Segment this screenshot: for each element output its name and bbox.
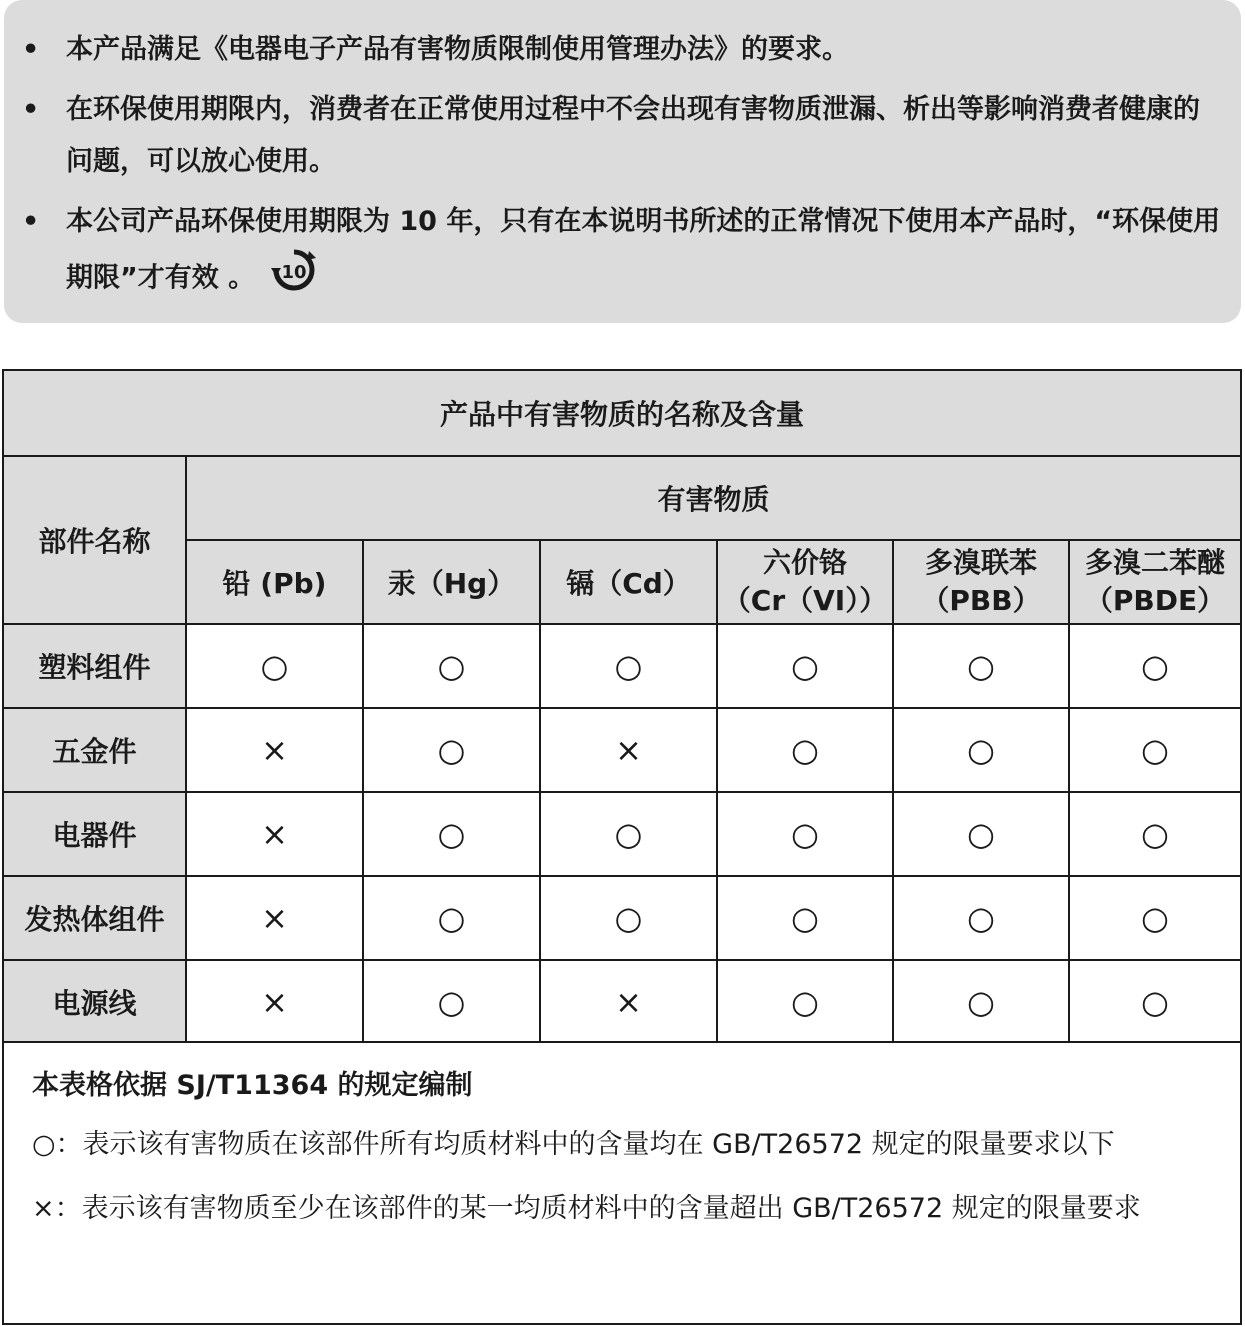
note-item [18, 24, 1221, 76]
table-cell: ○ [892, 623, 1068, 707]
table-cell: ○ [892, 959, 1068, 1043]
table-cell: ○ [892, 707, 1068, 791]
table-cell: × [539, 959, 716, 1043]
hazardous-substances-table [2, 369, 1242, 1325]
table-cell: ○ [539, 623, 716, 707]
table-cell: ○ [892, 875, 1068, 959]
table-cell: ○ [362, 791, 539, 875]
table-cell: ○ [362, 959, 539, 1043]
table-cell: ○ [716, 623, 892, 707]
bullet: • [22, 94, 40, 125]
table-cell: ○ [539, 791, 716, 875]
table-cell: ○ [362, 707, 539, 791]
table-cell: ○ [362, 875, 539, 959]
table-cell: × [539, 707, 716, 791]
table-cell: ○ [1068, 875, 1240, 959]
col-header-cr6: 六价铬 （Cr（VI）） [716, 539, 892, 623]
col-header-pbde: 多溴二苯醚 （PBDE） [1068, 539, 1240, 623]
table-cell: ○ [892, 791, 1068, 875]
table-cell: ○ [716, 707, 892, 791]
eco-icon-label: 10 [281, 262, 307, 283]
substance-group-header: 有害物质 [185, 455, 1240, 539]
table-title: 产品中有害物质的名称及含量 [4, 371, 1240, 455]
notes-panel [4, 0, 1241, 323]
table-footer [4, 1041, 1240, 1325]
note-item [18, 196, 1221, 310]
table-cell: ○ [1068, 959, 1240, 1043]
footer-standard-note: 本表格依据 SJ/T11364 的规定编制 [32, 1070, 473, 1101]
table-cell: ○ [716, 959, 892, 1043]
table-cell: ○ [362, 623, 539, 707]
row-part-name: 电器件 [4, 791, 185, 875]
table-cell: ○ [185, 623, 362, 707]
table-cell: ○ [716, 791, 892, 875]
footer-cross-legend: ×：表示该有害物质至少在该部件的某一均质材料中的含量超出 GB/T26572 规定的限量要求 [32, 1193, 1141, 1224]
row-part-name: 塑料组件 [4, 623, 185, 707]
note-text: 在环保使用期限内，消费者在正常使用过程中不会出现有害物质泄漏、析出等影响消费者健康的问题，可以放心使用。 [66, 94, 1200, 177]
bullet: • [22, 34, 40, 65]
table-cell: ○ [1068, 791, 1240, 875]
table-cell: ○ [1068, 707, 1240, 791]
table-cell: × [185, 875, 362, 959]
row-part-name: 五金件 [4, 707, 185, 791]
table-cell: × [185, 791, 362, 875]
col-header-pb: 铅 (Pb) [185, 539, 362, 623]
table-cell: ○ [539, 875, 716, 959]
bullet: • [22, 206, 40, 237]
table-cell: ○ [716, 875, 892, 959]
part-name-header: 部件名称 [4, 455, 185, 623]
eco-period-10-icon [269, 248, 319, 310]
col-header-cd: 镉（Cd） [539, 539, 716, 623]
row-part-name: 电源线 [4, 959, 185, 1043]
row-part-name: 发热体组件 [4, 875, 185, 959]
note-text: 本公司产品环保使用期限为 10 年，只有在本说明书所述的正常情况下使用本产品时，“环保使用期限”才有效 。 [66, 206, 1221, 294]
table-cell: ○ [1068, 623, 1240, 707]
table-cell: × [185, 707, 362, 791]
table-cell: × [185, 959, 362, 1043]
note-item [18, 84, 1221, 188]
col-header-pbb: 多溴联苯 （PBB） [892, 539, 1068, 623]
note-text: 本产品满足《电器电子产品有害物质限制使用管理办法》的要求。 [66, 34, 849, 65]
col-header-hg: 汞（Hg） [362, 539, 539, 623]
footer-circle-legend: ○：表示该有害物质在该部件所有均质材料中的含量均在 GB/T26572 规定的限量要求以下 [32, 1129, 1115, 1160]
